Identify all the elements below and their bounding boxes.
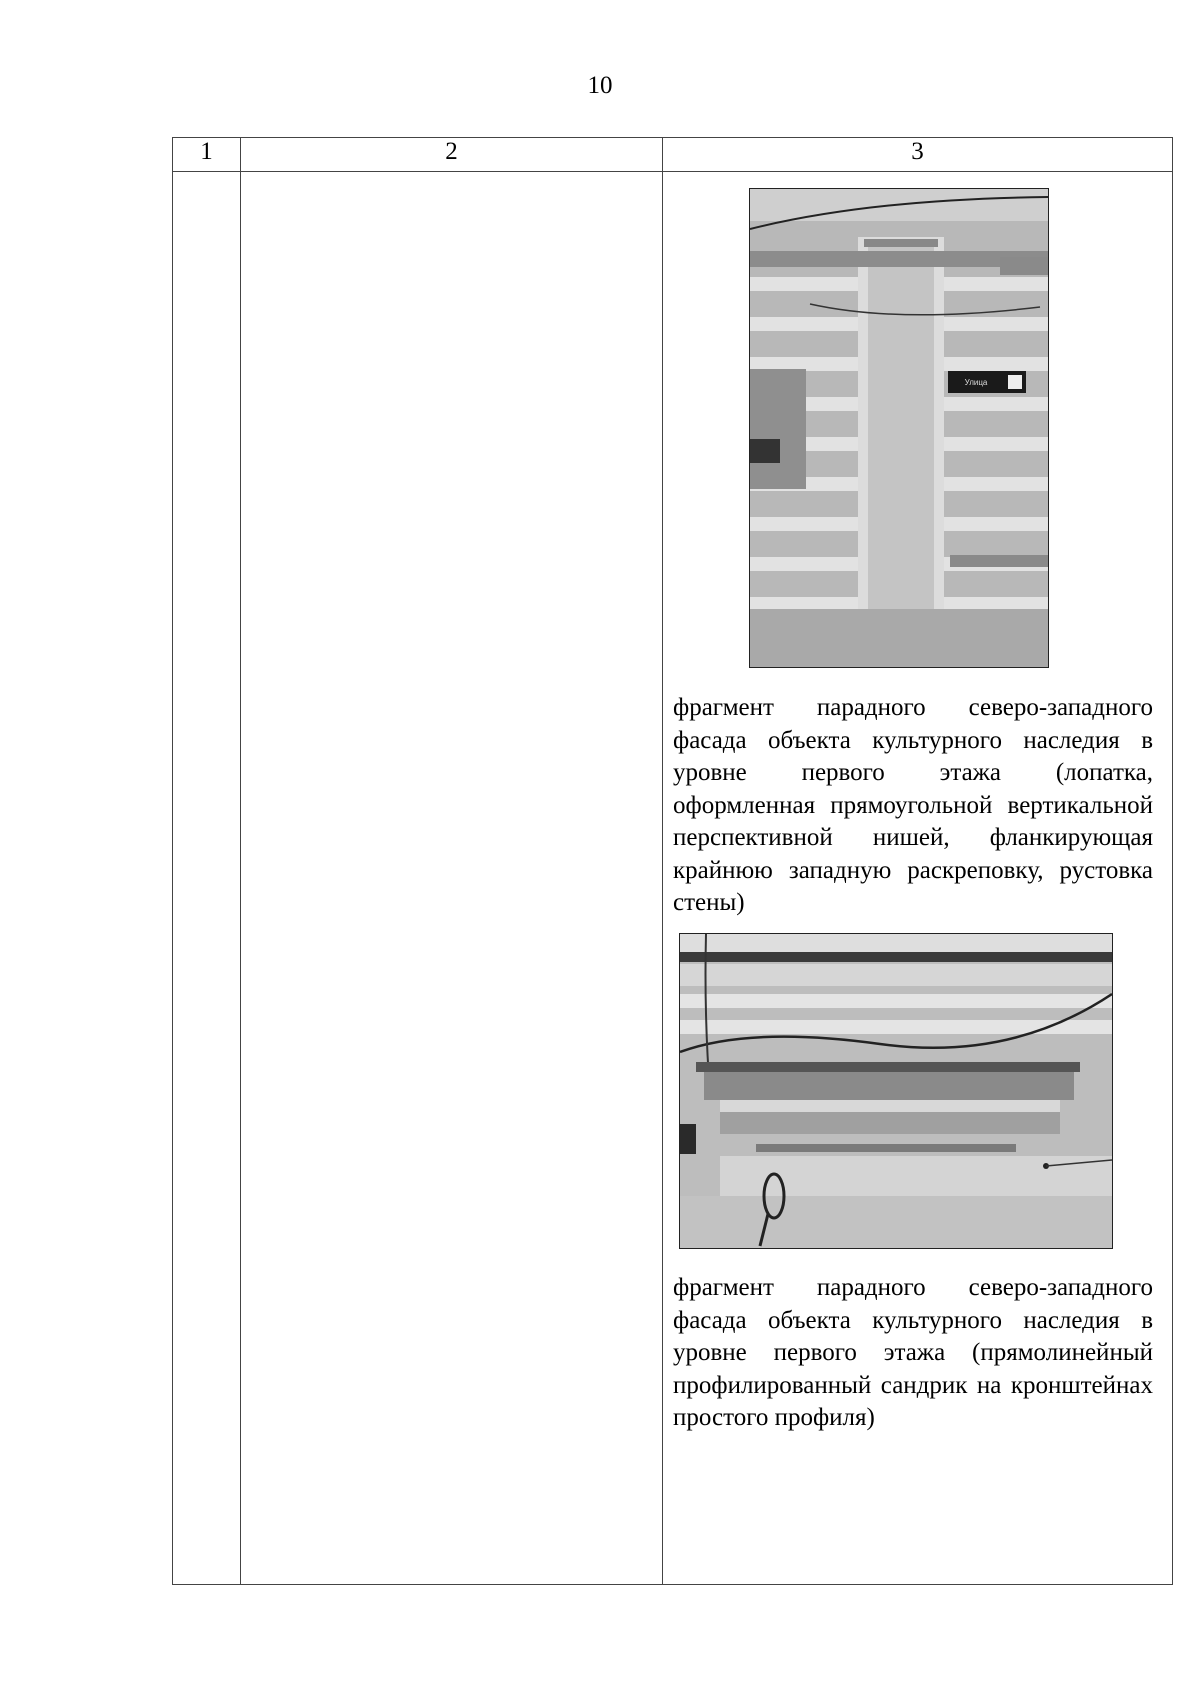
cell-col-2 (241, 172, 663, 1585)
street-sign-label: Улица (964, 378, 988, 387)
table-row (173, 172, 1173, 1585)
cell-col-3 (663, 172, 1173, 1585)
header-col-1: 1 (173, 138, 241, 172)
facade-sandrik-photo (679, 933, 1113, 1249)
table-header-row (173, 138, 1173, 172)
facade-pilaster-photo (749, 188, 1049, 668)
cell-col-1 (173, 172, 241, 1585)
page-number: 10 (587, 72, 613, 99)
photo-caption-2: фрагмент парадного северо-западного фасада объекта культурного наследия в уровне первого этажа (прямолинейный профилированный сандрик на кронштейнах простого профиля) (673, 1274, 1153, 1431)
monument-table (172, 137, 1173, 1585)
header-col-2: 2 (241, 138, 663, 172)
header-col-3: 3 (663, 138, 1173, 172)
photo-caption-1: фрагмент парадного северо-западного фасада объекта культурного наследия в уровне первого этажа (лопатка, оформленная прямоугольной вертикальной перспективной нишей, фланкирующая крайнюю западную раскреповку, рустовка стены) (673, 694, 1153, 916)
